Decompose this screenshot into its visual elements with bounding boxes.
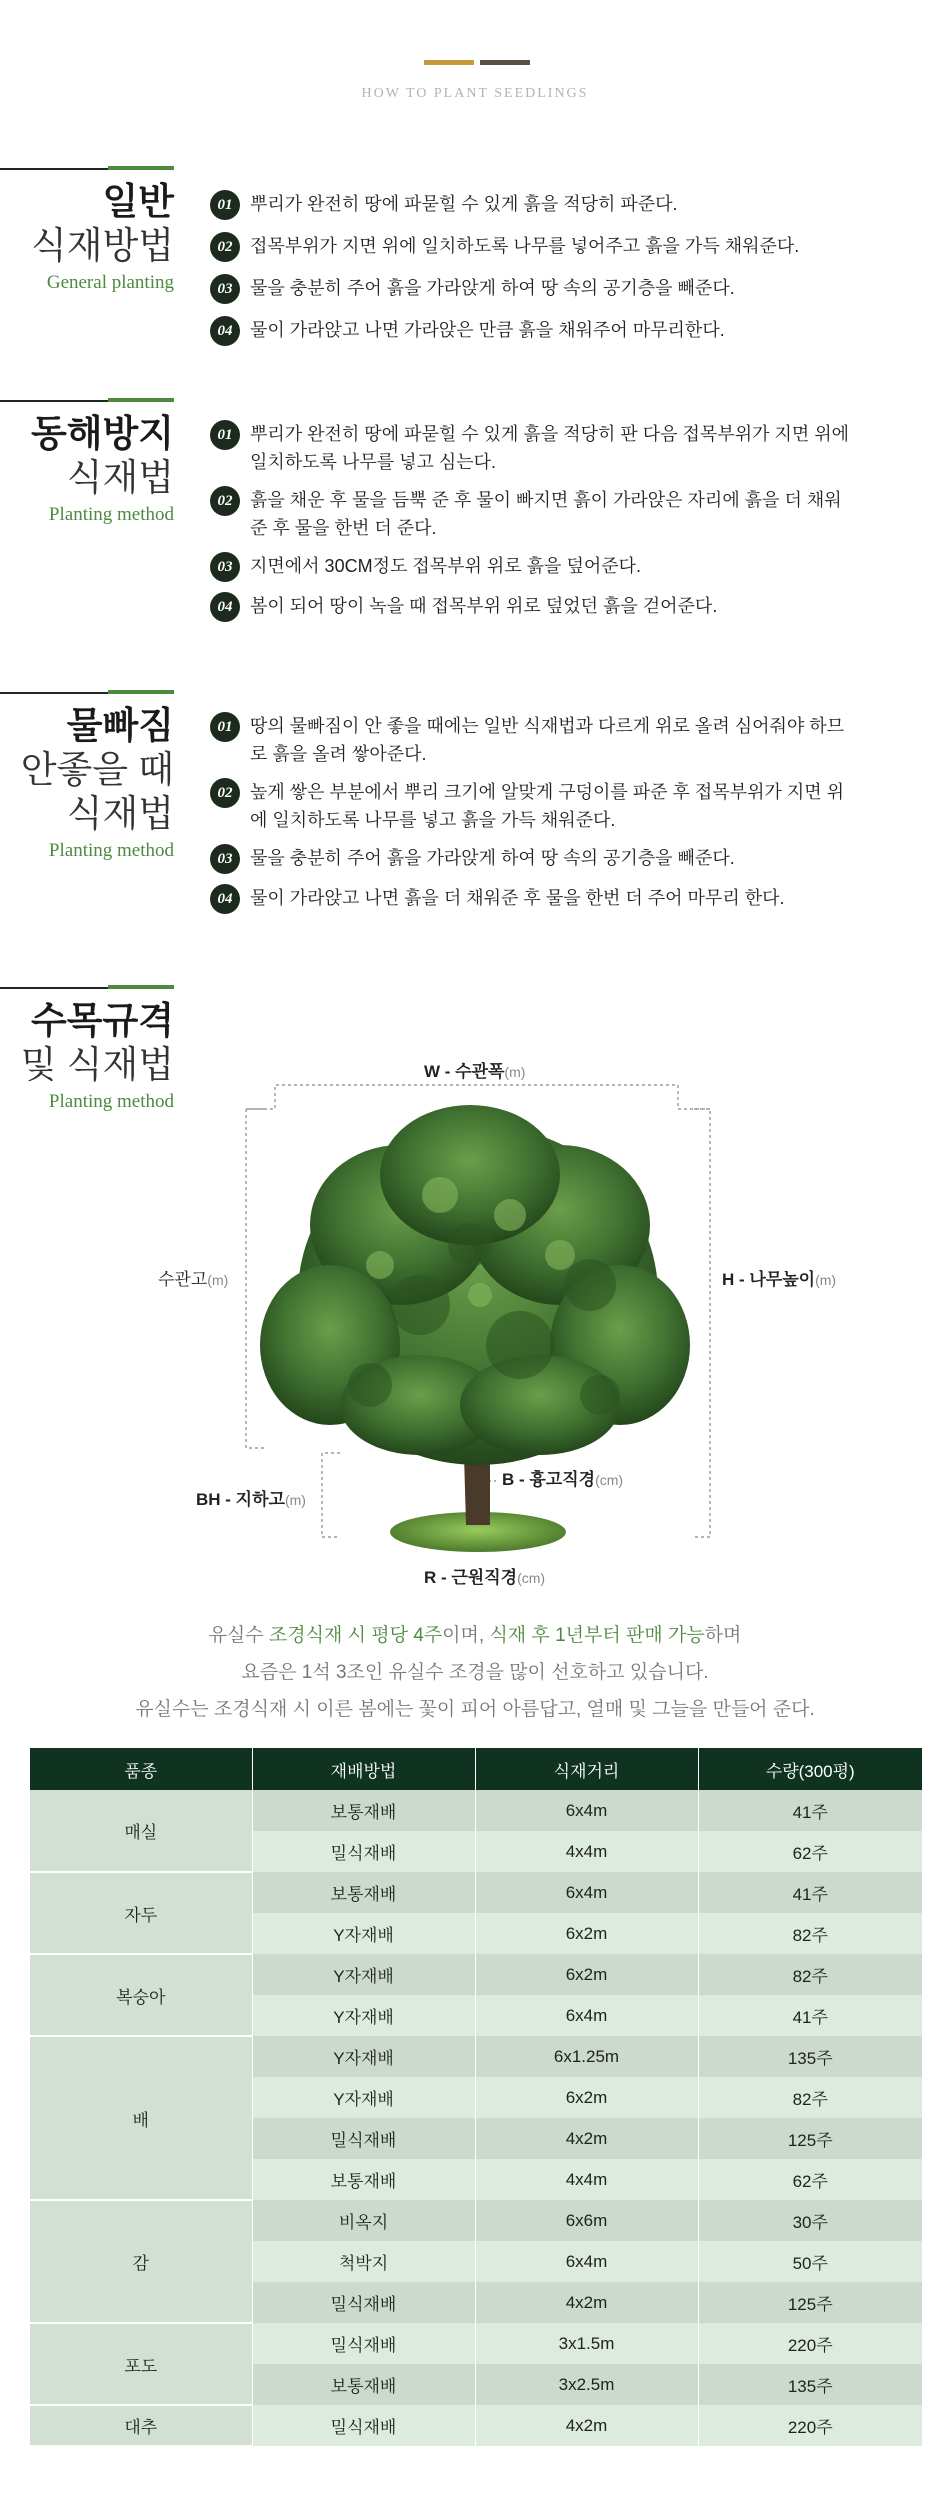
section-title-bold: 물빠짐 [66,705,174,746]
table-cell: 보통재배 [252,1872,475,1913]
step-item [210,190,910,218]
section-rule [0,166,174,170]
table-cell: Y자재배 [252,1913,475,1954]
table-cell: 125주 [698,2118,922,2159]
table-cell: 135주 [698,2036,922,2077]
table-row [30,2405,922,2446]
header-bar-dark [480,60,530,65]
table-row [30,1872,922,1913]
step-text: 물이 가라앉고 나면 흙을 더 채워준 후 물을 한번 더 주어 마무리 한다. [250,888,785,908]
tree-illustration [0,1045,950,1585]
step-item [210,592,910,620]
step-number-badge: 03 [210,844,240,874]
table-cell: 4x2m [475,2118,698,2159]
table-cell: 50주 [698,2241,922,2282]
table-cell: 220주 [698,2323,922,2364]
table-cell: 보통재배 [252,2159,475,2200]
table-cell: 밀식재배 [252,1831,475,1872]
step-text: 지면에서 30CM정도 접목부위 위로 흙을 덮어준다. [250,556,642,576]
section-rule [0,690,174,694]
section-title-light: 식재방법 [31,225,174,266]
table-row [30,2200,922,2241]
table-cell: 6x1.25m [475,2036,698,2077]
table-cell: 6x2m [475,2077,698,2118]
table-cell: 82주 [698,1913,922,1954]
step-list [210,420,910,634]
step-number-badge: 02 [210,778,240,808]
step-item [210,274,910,302]
step-item [210,778,910,834]
step-number-badge: 01 [210,712,240,742]
step-text: 뿌리가 완전히 땅에 파묻힐 수 있게 흙을 적당히 판 다음 접목부위가 지면 위에 일치하도록 나무를 넣고 심는다. [250,424,850,472]
section-title-light: 안좋을 때 [20,749,174,790]
table-cell: 6x2m [475,1913,698,1954]
table-cell: 밀식재배 [252,2282,475,2323]
header-bar-gold [424,60,474,65]
step-text: 봄이 되어 땅이 녹을 때 접목부위 위로 덮었던 흙을 걷어준다. [250,596,718,616]
table-cell: 척박지 [252,2241,475,2282]
step-text: 물을 충분히 주어 흙을 가라앉게 하여 땅 속의 공기층을 빼준다. [250,278,735,298]
section-title [21,704,174,866]
planting-spec-table [30,1748,922,2447]
step-text: 높게 쌓은 부분에서 뿌리 크기에 알맞게 구덩이를 파준 후 접목부위가 지면 위에 일치하도록 나무를 넣고 흙을 가득 채워준다. [250,782,845,830]
table-cell: 41주 [698,1872,922,1913]
step-item [210,712,910,768]
label-branch-height: BH - 지하고(m) [196,1490,306,1509]
step-number-badge: 03 [210,552,240,582]
table-cell: 밀식재배 [252,2118,475,2159]
step-number-badge: 04 [210,316,240,346]
label-root-diameter: R - 근원직경(cm) [424,1568,546,1587]
step-text: 물이 가라앉고 나면 가라앉은 만큼 흙을 채워주어 마무리한다. [250,320,725,340]
section-title-en: Planting method [48,840,174,861]
step-number-badge: 02 [210,486,240,516]
variety-cell: 복숭아 [30,1954,252,2036]
section-title-light-2: 식재법 [66,793,174,834]
table-cell: 보통재배 [252,2364,475,2405]
step-item [210,844,910,872]
table-cell: 밀식재배 [252,2323,475,2364]
variety-cell: 감 [30,2200,252,2323]
table-cell: 82주 [698,2077,922,2118]
label-tree-height: H - 나무높이(m) [722,1270,837,1289]
table-cell: 4x4m [475,2159,698,2200]
variety-cell: 배 [30,2036,252,2200]
step-list [210,712,910,926]
step-item [210,420,910,476]
table-row [30,2036,922,2077]
table-cell: 135주 [698,2364,922,2405]
table-cell: Y자재배 [252,1995,475,2036]
section-title-en: General planting [46,272,174,293]
variety-cell: 매실 [30,1790,252,1872]
table-cell: 6x4m [475,1872,698,1913]
table-cell: Y자재배 [252,1954,475,1995]
table-row [30,1954,922,1995]
table-cell: 82주 [698,1954,922,1995]
step-number-badge: 03 [210,274,240,304]
step-item [210,486,910,542]
header-decoration [424,60,530,65]
table-cell: 밀식재배 [252,2405,475,2446]
section-title-en: Planting method [48,504,174,525]
step-item [210,552,910,580]
table-cell: 6x4m [475,2241,698,2282]
table-cell: 3x2.5m [475,2364,698,2405]
section-title-bold: 수목규격 [31,1000,174,1041]
label-crown-height: 수관고(m) [158,1270,229,1289]
intro-line-3: 유실수는 조경식재 시 이른 봄에는 꽃이 피어 아름답고, 열매 및 그늘을 만들어 준다. [135,1699,815,1720]
label-crown-width: W - 수관폭(m) [424,1062,526,1081]
table-cell: 비옥지 [252,2200,475,2241]
table-cell: 41주 [698,1995,922,2036]
step-number-badge: 02 [210,232,240,262]
table-header-cell: 재배방법 [252,1748,475,1790]
section-title-light: 및 식재법 [20,1044,174,1085]
step-text: 흙을 채운 후 물을 듬뿍 준 후 물이 빠지면 흙이 가라앉은 자리에 흙을 더 채워준 후 물을 한번 더 준다. [250,490,842,538]
header-subtitle: HOW TO PLANT SEEDLINGS [361,86,589,101]
section-title [31,180,174,298]
step-number-badge: 01 [210,190,240,220]
variety-cell: 포도 [30,2323,252,2405]
table-cell: 4x4m [475,1831,698,1872]
table-cell: 62주 [698,1831,922,1872]
table-cell: 3x1.5m [475,2323,698,2364]
section-rule [0,398,174,402]
section-title-light: 식재법 [66,457,174,498]
step-text: 접목부위가 지면 위에 일치하도록 나무를 넣어주고 흙을 가득 채워준다. [250,236,800,256]
section-title-en: Planting method [48,1091,174,1112]
intro-text [0,1617,950,1728]
table-cell: Y자재배 [252,2077,475,2118]
step-number-badge: 04 [210,884,240,914]
section-title-bold: 일반 [102,181,174,222]
table-cell: 30주 [698,2200,922,2241]
variety-cell: 대추 [30,2405,252,2446]
step-item [210,232,910,260]
section-rule [0,985,174,989]
table-row [30,2323,922,2364]
step-text: 물을 충분히 주어 흙을 가라앉게 하여 땅 속의 공기층을 빼준다. [250,848,735,868]
table-cell: 62주 [698,2159,922,2200]
section-title-bold: 동해방지 [31,413,174,454]
intro-line-2: 요즘은 1석 3조인 유실수 조경을 많이 선호하고 있습니다. [241,1662,709,1683]
step-text: 뿌리가 완전히 땅에 파묻힐 수 있게 흙을 적당히 파준다. [250,194,678,214]
table-cell: 125주 [698,2282,922,2323]
step-number-badge: 04 [210,592,240,622]
table-cell: 220주 [698,2405,922,2446]
section-title [31,412,174,530]
table-row [30,1790,922,1831]
table-cell: Y자재배 [252,2036,475,2077]
step-list [210,190,910,358]
label-breast-diameter: B - 흉고직경(cm) [502,1470,624,1489]
table-header-cell: 품종 [30,1748,252,1790]
table-header-cell: 수량(300평) [698,1748,922,1790]
variety-cell: 자두 [30,1872,252,1954]
step-item [210,884,910,912]
table-cell: 4x2m [475,2405,698,2446]
table-cell: 6x6m [475,2200,698,2241]
table-cell: 6x4m [475,1790,698,1831]
table-cell: 41주 [698,1790,922,1831]
step-text: 땅의 물빠짐이 안 좋을 때에는 일반 식재법과 다르게 위로 올려 심어줘야 하므로 흙을 올려 쌓아준다. [250,716,845,764]
table-header-cell: 식재거리 [475,1748,698,1790]
table-cell: 보통재배 [252,1790,475,1831]
table-cell: 6x2m [475,1954,698,1995]
table-cell: 4x2m [475,2282,698,2323]
step-number-badge: 01 [210,420,240,450]
table-header-row [30,1748,922,1790]
tree-spec-diagram [0,1045,950,1585]
table-cell: 6x4m [475,1995,698,2036]
step-item [210,316,910,344]
intro-line-1: 유실수 조경식재 시 평당 4주이며, 식재 후 1년부터 판매 가능하며 [208,1625,742,1646]
